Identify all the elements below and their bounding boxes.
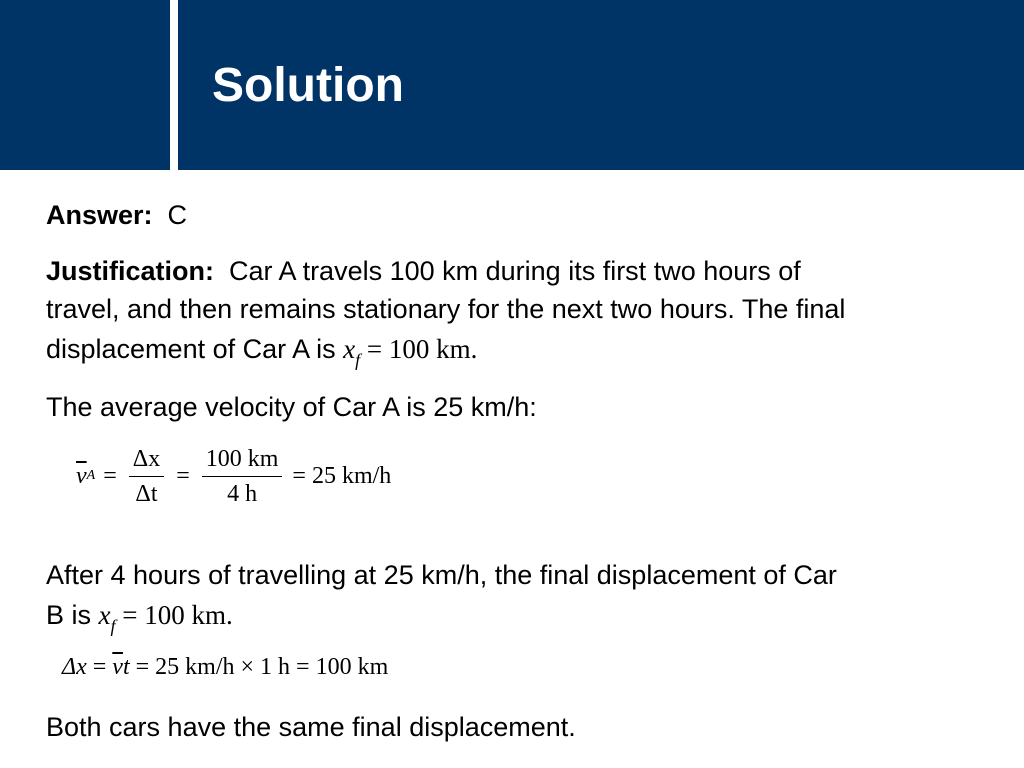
xf-variable: x — [343, 334, 356, 364]
eq1-result: = 25 km/h — [292, 463, 392, 489]
justification-line-1 — [46, 252, 801, 290]
eq1-equals-1: = — [103, 463, 117, 489]
eq1-v-sub: A — [86, 468, 96, 483]
justification-text-1: Car A travels 100 km during its first two hours of — [229, 256, 801, 286]
eq1-dx: Δx — [129, 444, 164, 477]
car-b-xf-subscript: f — [110, 616, 116, 636]
xf-subscript: f — [355, 350, 361, 370]
justification-text-3: displacement of Car A is — [46, 334, 344, 364]
header-bar — [0, 0, 1024, 170]
header-divider — [170, 0, 178, 170]
eq1-v: $\overline{v}$ — [76, 463, 87, 489]
answer-value: C — [167, 200, 188, 230]
eq1-equals-2: = — [176, 463, 190, 489]
xf-value: = 100 km. — [360, 334, 478, 364]
justification-line-3 — [46, 330, 477, 379]
car-b-line-2 — [46, 596, 233, 645]
justification-label: Justification: — [46, 256, 215, 286]
conclusion-text: Both cars have the same final displacement. — [46, 712, 576, 742]
eq2-t: t — [122, 654, 130, 680]
eq2-rest: = 25 km/h × 1 h = 100 km — [135, 654, 389, 680]
car-b-xf-variable: x — [98, 600, 111, 630]
slide-title: Solution — [212, 59, 404, 112]
eq1-numerator: 100 km — [202, 444, 283, 477]
eq2-dx: Δx — [62, 654, 87, 680]
answer-label: Answer: — [46, 200, 153, 230]
equation-average-velocity — [76, 426, 391, 526]
answer-line — [46, 196, 187, 234]
justification-line-2: travel, and then remains stationary for the next two hours. The final — [46, 294, 846, 324]
eq1-dt: Δt — [135, 480, 158, 507]
avg-velocity-text: The average velocity of Car A is 25 km/h: — [46, 392, 537, 422]
car-b-text-2: B is — [46, 600, 99, 630]
eq1-fraction-values — [202, 444, 283, 509]
car-b-xf-value: = 100 km. — [115, 600, 233, 630]
eq1-fraction-delta — [129, 444, 164, 509]
equation-displacement — [62, 648, 388, 686]
eq2-v: $\overline{v}$ — [112, 654, 123, 680]
car-b-line-1: After 4 hours of travelling at 25 km/h, the final displacement of Car — [46, 560, 837, 590]
eq1-denominator: 4 h — [227, 480, 258, 507]
eq2-equals: = — [92, 654, 107, 680]
